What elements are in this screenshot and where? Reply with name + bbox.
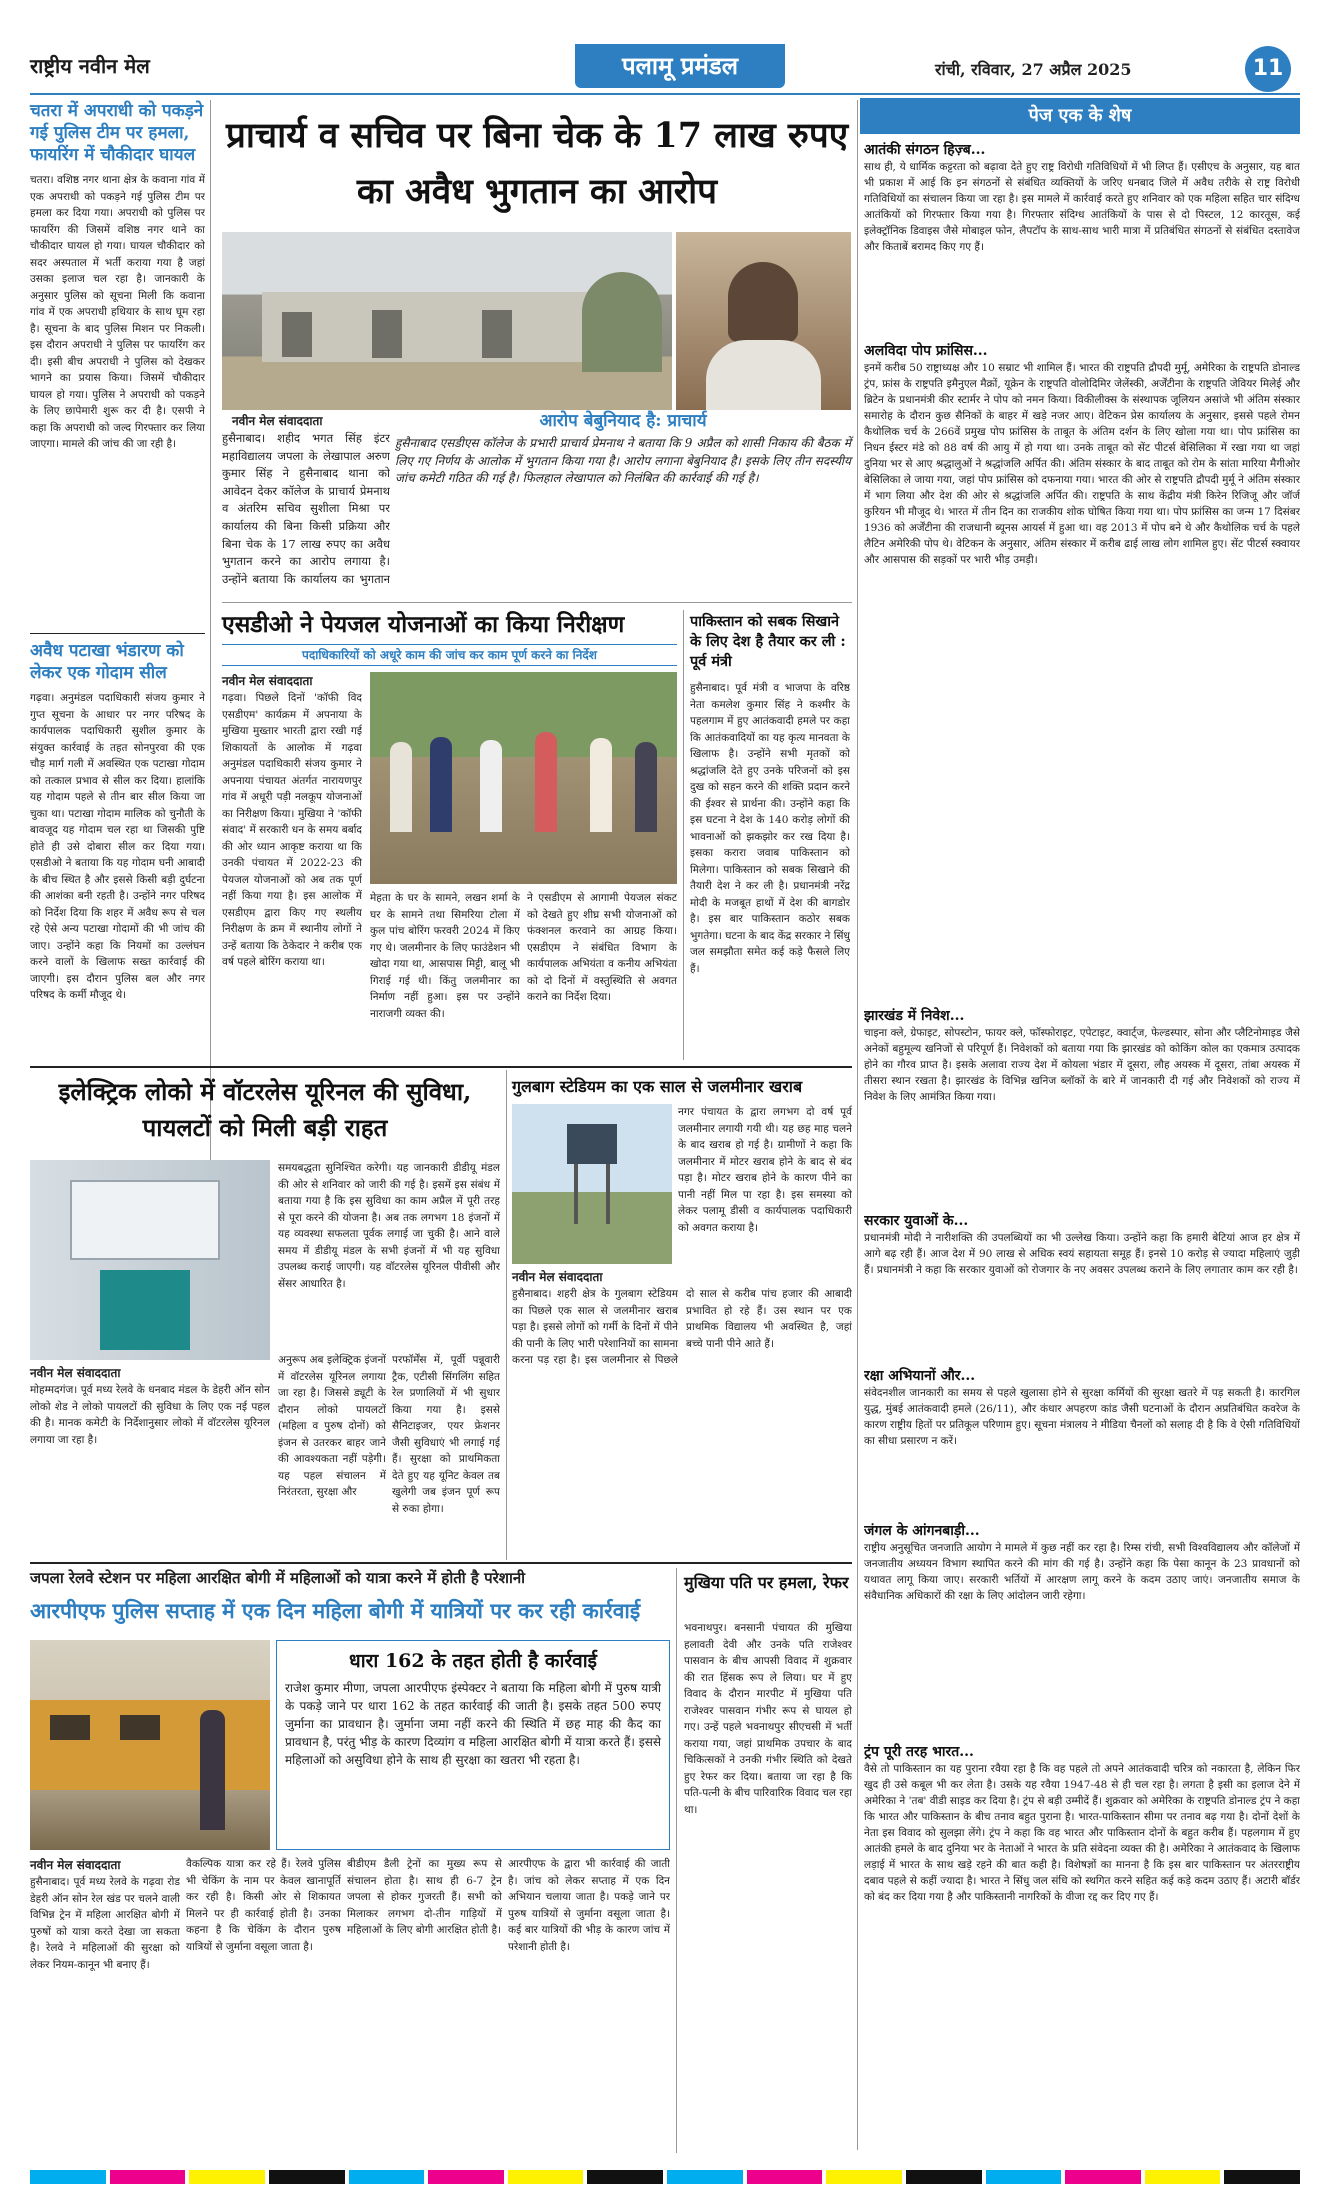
stadium-photo — [512, 1104, 672, 1264]
rpf-body-1: हुसैनाबाद। पूर्व मध्य रेलवे के गढ़वा रोड डेहरी ऑन सोन रेल खंड पर चलने वाली विभिन्न ट्रेन में महिला आरक्षित बोगी में पुरुषों को यात्रा करते देखा जा सकता है। रेलवे ने महिलाओं की सुरक्षा को लेकर नियम-कानून भी बनाए हैं। — [30, 1876, 180, 1971]
lead-caption-box — [395, 408, 851, 526]
col-divider-2 — [683, 610, 684, 1060]
loco-body-4: परफॉर्मेंस में, पूर्वी पन्नूवारी ट्रैक, एटीसी सिंगलिंग सहित रेल प्रणालियों में भी सुधार किया गया है। इससे सैनिटाइजर, एयर फ्रेशनर जैसी सुविधाएं भी लगाई गई हैं। सुरक्षा को प्राथमिकता देते हुए यह यूनिट केवल तब खुलेगी जब इंजन पूर्ण रूप से रुका होगा। — [392, 1354, 500, 1515]
masthead-date: रांची, रविवार, 27 अप्रैल 2025 — [935, 60, 1132, 79]
rpf-kicker: जपला रेलवे स्टेशन पर महिला आरक्षित बोगी में महिलाओं को यात्रा करने में होती है परेशानी — [30, 1569, 526, 1587]
right-section-tab — [860, 98, 1300, 134]
right-s4-body: प्रधानमंत्री मोदी ने नारीशक्ति की उपलब्धियों का भी उल्लेख किया। उन्होंने कहा कि हमारी बेटियां आज हर क्षेत्र में आगे बढ़ रही हैं। आज देश में 90 लाख से अधिक स्वयं सहायता समूह हैं। इनसे 10 करोड़ से ज्यादा महिलाएं जुड़ी हैं। प्रधानमंत्री ने कहा कि सरकार युवाओं को रोजगार के नए अवसर उपलब्ध कराने के लिए लगातार काम कर रही है। — [864, 1232, 1300, 1276]
lower-horizontal-rule — [30, 1562, 852, 1564]
right-section-title: पेज एक के शेष — [1028, 105, 1132, 126]
lead-divider — [222, 602, 852, 603]
lead-body-1: हुसैनाबाद। शहीद भगत सिंह इंटर महाविद्यालय जपला के लेखापाल अरुण कुमार सिंह ने हुसैनाबाद थाना को आवेदन देकर कॉलेज के प्राचार्य प्रेमनाथ व अंतरिम सचिव सुशीला मिश्रा पर कार्यालय की बिना किसी प्रक्रिया और बिना चेक के 17 लाख रुपए का अवैध भुगतान करने का आरोप लगाया है। उन्होंने बताया कि कार्यालय का भुगतान — [222, 431, 390, 586]
rpf-box-body: राजेश कुमार मीणा, जपला आरपीएफ इंस्पेक्टर ने बताया कि महिला बोगी में पुरुष यात्री के पकड़े जाने पर धारा 162 के तहत कार्रवाई की जाती है। इसके तहत 500 रुपए जुर्माना का प्रावधान है। जुर्माना जमा नहीं करने की स्थिति में छह माह की कैद का प्रावधान है, परंतु भीड़ के कारण दिव्यांग व महिला आरक्षित बोगी में यात्रा करते हैं। इससे महिलाओं को असुविधा होने के साथ ही सुरक्षा का खतरा भी रहता है। — [285, 1681, 661, 1767]
right-s6-heading: जंगल के आंगनबाड़ी... — [864, 1523, 980, 1539]
col-divider-1 — [210, 100, 211, 1180]
right-s3-body: चाइना क्ले, ग्रेफाइट, सोपस्टोन, फायर क्ले, फॉस्फोराइट, एपेटाइट, क्वार्ट्ज, फेल्डस्पार, सोना और प्लैटिनोमाइड जैसे अनेकों बहुमूल्य खनिजों से परिपूर्ण हैं। निवेशकों को बताया गया कि झारखंड को कोकिंग कोल का एकमात्र उत्पादक होने का गौरव प्राप्त है। इसके अलावा राज्य देश में कोयला भंडार में दूसरा, लौह अयस्क में दूसरा, तांबा अयस्क में तीसरा स्थान रखता है। झारखंड के विभिन्न खनिज ब्लॉकों के बारे में जानकारी दी गई और निवेशकों को राज्य में निवेश के लिए आमंत्रित किया गया। — [864, 1027, 1300, 1103]
sdo-body-2: मेहता के घर के सामने, लखन शर्मा के घर के सामने तथा सिमरिया टोला में कुल पांच बोरिंग फरवरी 2024 में किए गए थे। जलमीनार के लिए फाउंडेशन भी खोदा गया था, आसपास मिट्टी, बालू भी गिराई गई थी। किंतु जलमीनार का निर्माण नहीं हुआ। इस पर उन्होंने नाराजगी व्यक्त की। — [370, 892, 520, 1020]
color-registration-bar — [30, 2170, 1300, 2184]
right-s2-heading: अलविदा पोप फ्रांसिस... — [864, 343, 988, 359]
col-divider-3 — [506, 1070, 507, 1560]
sdo-subhead-bar — [222, 644, 677, 666]
stadium-headline: गुलबाग स्टेडियम का एक साल से जलमीनार खराब — [512, 1077, 803, 1096]
loco-body-3: अनुरूप अब इलेक्ट्रिक इंजनों में वॉटरलेस यूरिनल लगाया जा रहा है। जिससे ड्यूटी के दौरान लोको पायलटों (महिला व पुरुष दोनों) को इंजन से उतरकर बाहर जाने की आवश्यकता नहीं पड़ेगी। यह पहल संचालन में निरंतरता, सुरक्षा और — [278, 1354, 386, 1498]
stadium-byline: नवीन मेल संवाददाता — [512, 1270, 603, 1284]
loco-photo — [30, 1160, 270, 1360]
stadium-body-1: हुसैनाबाद। शहरी क्षेत्र के गुलबाग स्टेडियम का पिछले एक साल से जलमीनार खराब पड़ा है। इससे लोगों को गर्मी के दिनों में पीने की पानी के लिए भारी परेशानियों का सामना करना पड़ रहा है। इस जलमीनार से पिछले दो साल से करीब पांच हजार की आबादी प्रभावित हो रहे हैं। उस स्थान पर एक प्राथमिक विद्यालय भी अवस्थित है, जहां बच्चे पानी पीने आते हैं। — [512, 1288, 852, 1366]
chatra-body: चतरा। वशिष्ठ नगर थाना क्षेत्र के कवाना गांव में एक अपराधी को पकड़ने गई पुलिस टीम पर हमला कर दिया गया। अपराधी को पुलिस पर फायरिंग की जिसमें वशिष्ठ नगर थाने का चौकीदार घायल हो गया। घायल चौकीदार को सदर अस्पताल में भर्ती कराया गया है जहां उसका इलाज चल रहा है। जानकारी के अनुसार पुलिस को सूचना मिली कि कवाना गांव में एक अपराधी हथियार के साथ घूम रहा है। सूचना के बाद पुलिस मिशन पर निकली। इस दौरान अपराधी ने पुलिस पर फायरिंग कर दी। इसी बीच अपराधी ने पुलिस को देखकर भागने का प्रयास किया। जिसमें चौकीदार घायल हो गया। पुलिस ने अपराधी को पकड़ने के लिए छापेमारी शुरू कर दी है। एसपी ने कहा कि अपराधी को जल्द गिरफ्तार कर लिया जाएगा। मामले की जांच की जा रही है। — [30, 174, 205, 450]
mid-horizontal-rule — [30, 1066, 852, 1068]
sdo-subhead: पदाधिकारियों को अधूरे काम की जांच कर काम पूर्ण करने का निर्देश — [302, 648, 597, 662]
lead-photo-principal — [676, 232, 851, 410]
sdo-body-3: ने एसडीएम से आगामी पेयजल संकट को देखते हुए शीघ्र सभी योजनाओं को फंक्शनल करवाने का आग्रह किया। एसडीएम ने संबंधित विभाग के कार्यपालक अभियंता व कनीय अभियंता को दो दिनों में वस्तुस्थिति से अवगत कराने का निर्देश दिया। — [527, 892, 677, 1003]
rpf-headline: आरपीएफ पुलिस सप्ताह में एक दिन महिला बोगी में यात्रियों पर कर रही कार्रवाई — [30, 1598, 641, 1623]
mukhiya-headline: मुखिया पति पर हमला, रेफर — [684, 1573, 849, 1592]
rpf-body-3: बीडीएम डैली ट्रेनों का मुख्य रूप से संचालन होता है। साथ ही 6-7 ट्रेन जपला से होकर गुजरती हैं। सभी को मिलाकर लगभग दो-तीन गाड़ियों में महिलाओं के लिए बोगी आरक्षित होती है। — [347, 1858, 502, 1936]
masthead-rule — [30, 93, 1300, 95]
col-divider-4 — [676, 1568, 677, 2153]
right-s1-heading: आतंकी संगठन हिज़्ब... — [864, 142, 986, 158]
loco-byline: नवीन मेल संवाददाता — [30, 1366, 121, 1380]
right-s3-heading: झारखंड में निवेश... — [864, 1008, 965, 1024]
masthead-logo: राष्ट्रीय नवीन मेल — [30, 54, 150, 78]
godown-headline: अवैध पटाखा भंडारण को लेकर एक गोदाम सील — [30, 641, 184, 683]
loco-headline: इलेक्ट्रिक लोको में वॉटरलेस यूरिनल की सुविधा, पायलटों को मिली बड़ी राहत — [58, 1077, 472, 1142]
right-s6-body: राष्ट्रीय अनुसूचित जनजाति आयोग ने मामले में कुछ नहीं कर रहा है। रिम्स रांची, सभी विश्वविद्यालय और कॉलेजों में जनजातीय अध्ययन विभाग स्थापित करने की मांग की गई है। उन्होंने कहा कि पेसा कानून के 23 प्रावधानों को यथावत लागू किया जाए। सरकारी भर्तियों में आरक्षण लागू करने के कदम उठाए जाएं। जनजातीय समाज के संवैधानिक अधिकारों की रक्षा के लिए आंदोलन जारी रहेगा। — [864, 1542, 1300, 1602]
right-s5-body: संवेदनशील जानकारी का समय से पहले खुलासा होने से सुरक्षा कर्मियों की सुरक्षा खतरे में पड़ सकती है। कारगिल युद्ध, मुंबई आतंकवादी हमले (26/11), और कंधार अपहरण कांड जैसी घटनाओं के दौरान अप्रतिबंधित कवरेज के कारण राष्ट्रीय हितों पर प्रतिकूल परिणाम हुए। सूचना मंत्रालय ने मीडिया चैनलों को सलाह दी है कि वे ऐसी गतिविधियों का सीधा प्रसारण न करें। — [864, 1387, 1300, 1447]
page-number-badge: 11 — [1245, 46, 1291, 92]
right-s1-body: साथ ही, ये धार्मिक कट्टरता को बढ़ावा देते हुए राष्ट्र विरोधी गतिविधियों में भी लिप्त हैं। एसीएच के अनुसार, यह बात भी प्रकाश में आई कि इन संगठनों से संबंधित व्यक्तियों के जरिए धनबाद जिले में अवैध तरीके से राष्ट्र विरोधी गतिविधियों का संचालन किया जा रहा है। इस मामले में कार्रवाई करते हुए शनिवार को एक महिला सहित चार संदिग्ध आतंकियों को गिरफ्तार किया गया है। गिरफ्तार संदिग्ध आतंकियों के पास से दो पिस्टल, 12 कारतूस, कई इलेक्ट्रॉनिक डिवाइस जैसे मोबाइल फोन, लैपटॉप के साथ-साथ भारी मात्रा में प्रतिबंधित संगठनों से संबंधित दस्तावेज और किताबें बरामद किए गए हैं। — [864, 161, 1300, 253]
masthead-section-banner — [575, 44, 785, 88]
lead-photo-college — [222, 232, 672, 410]
left-divider — [30, 633, 205, 634]
pak-body: हुसैनाबाद। पूर्व मंत्री व भाजपा के वरिष्ठ नेता कमलेश कुमार सिंह ने कश्मीर के पहलगाम में हुए आतंकवादी हमले पर कहा कि आतंकवादियों का यह कृत्य मानवता के खिलाफ है। उन्होंने सभी मृतकों को श्रद्धांजलि देते हुए उनके परिजनों को इस दुख को सहन करने की शक्ति प्रदान करने की ईश्वर से प्रार्थना की। उन्होंने कहा कि इस घटना ने देश के 140 करोड़ लोगों की भावनाओं को झकझोर कर रख दिया है। इसका करारा जवाब पाकिस्तान को मिलेगा। पाकिस्तान को सबक सिखाने की तैयारी देश ने कर ली है। प्रधानमंत्री नरेंद्र मोदी के मजबूत हाथों में देश की बागडोर है। इस बार पाकिस्तान कठोर सबक भुगतेगा। घटना के बाद केंद्र सरकार ने सिंधु जल समझौता समेत कई कड़े फैसले लिए हैं। — [690, 682, 850, 975]
loco-body-1: मोहम्मदगंज। पूर्व मध्य रेलवे के धनबाद मंडल के डेहरी ऑन सोन लोको शेड ने लोको पायलटों की सुविधा के लिए एक नई पहल की है। मानक कमेटी के निर्देशानुसार लोको में वॉटरलेस यूरिनल लगाया जा रहा है। — [30, 1384, 270, 1446]
rpf-byline: नवीन मेल संवाददाता — [30, 1858, 121, 1872]
pak-headline: पाकिस्तान को सबक सिखाने के लिए देश है तैयार कर ली : पूर्व मंत्री — [690, 613, 846, 670]
lead-caption-heading: आरोप बेबुनियाद है: प्राचार्य — [539, 411, 707, 431]
sdo-photo — [370, 672, 677, 884]
right-s7-heading: ट्रंप पूरी तरह भारत... — [864, 1744, 974, 1760]
right-column — [864, 140, 1300, 2155]
sdo-byline: नवीन मेल संवाददाता — [222, 674, 313, 688]
right-s5-heading: रक्षा अभियानों और... — [864, 1368, 976, 1384]
sdo-headline: एसडीओ ने पेयजल योजनाओं का किया निरीक्षण — [222, 611, 625, 638]
col-divider-right — [857, 100, 858, 2150]
right-s7-body: वैसे तो पाकिस्तान का यह पुराना रवैया रहा है कि वह पहले तो अपने आतंकवादी चरित्र को नकारता है, लेकिन फिर खुद ही उसे कबूल भी कर लेता है। उसके यह रवैया 1947-48 से ही चल रहा है। लगता है इसी का इलाज देने में अमेरिका ने 'तब' वीडी साइड कर दिया है। ट्रंप से बड़ी उम्मीदें हैं। शुक्रवार को अमेरिका के राष्ट्रपति डोनाल्ड ट्रंप ने कहा कि भारत और पाकिस्तान के बीच तनाव बहुत पुराना है। भारत-पाकिस्तान सीमा पर तनाव बढ़ गया है। दोनों देशों के नेता इस विवाद को सुलझा लेंगे। ट्रंप ने कहा कि वह भारत और पाकिस्तान दोनों के बहुत करीब हैं। पहलगाम में हुए आतंकी हमले के बाद दुनिया भर के नेताओं ने भारत के प्रति संवेदना व्यक्त की है। अमेरिका ने आतंकवाद के खिलाफ लड़ाई में भारत के साथ खड़े रहने की बात कही है। विशेषज्ञों का मानना है कि इस बार पाकिस्तान पर अंतरराष्ट्रीय दबाव पहले से कहीं ज्यादा है। भारत ने सिंधु जल संधि को स्थगित करने सहित कई कड़े कदम उठाए हैं। अटारी बॉर्डर को बंद कर दिया गया है और पाकिस्तानी नागरिकों के वीजा रद्द कर दिए गए हैं। — [864, 1763, 1300, 1903]
masthead — [30, 44, 1300, 94]
left-column — [30, 100, 205, 1200]
right-s2-body: इनमें करीब 50 राष्ट्राध्यक्ष और 10 सम्राट भी शामिल हैं। भारत की राष्ट्रपति द्रौपदी मुर्मू, अमेरिका के राष्ट्रपति डोनाल्ड ट्रंप, फ्रांस के राष्ट्रपति इमैनुएल मैक्रों, यूक्रेन के राष्ट्रपति वोलोदिमिर जेलेंस्की, अर्जेंटीना के राष्ट्रपति जेवियर मिलेई और ब्रिटेन के प्रधानमंत्री कीर स्टार्मर ने पोप को नमन किया। विकीलीक्स के संस्थापक जूलियन असांजे भी अंतिम संस्कार समारोह के दौरान कुछ सैनिकों के बाहर में खड़े नजर आए। वेटिकन प्रेस कार्यालय के अनुसार, इससे पहले रोमन कैथोलिक चर्च के 266वें प्रमुख पोप फ्रांसिस के ताबूत के अंतिम दर्शन के लिए खोला गया था। पोप फ्रांसिस का निधन ईस्टर मंडे को 88 वर्ष की आयु में हो गया था। उनके ताबूत को सेंट पीटर्स बेसिलिका में रखा गया था जहां दुनिया भर से आए श्रद्धालुओं ने श्रद्धांजलि अर्पित की। अंतिम संस्कार के बाद ताबूत को रोम के सांता मारिया मैगीओर बेसिलिका ले जाया गया, जहां पोप फ्रांसिस को दफनाया गया। भारत की ओर से राष्ट्रपति द्रौपदी मुर्मू ने अंतिम संस्कार में भाग लिया और देश की ओर से श्रद्धांजलि अर्पित की। राष्ट्रपति के साथ केंद्रीय मंत्री किरेन रिजिजू और जॉर्ज कुरियन भी मौजूद थे। भारत में तीन दिन का राजकीय शोक घोषित किया गया था। पोप फ्रांसिस का जन्म 17 दिसंबर 1936 को अर्जेंटीना की राजधानी ब्यूनस आयर्स में हुआ था। वह 2013 में पोप बने थे और कैथोलिक चर्च के पहले लैटिन अमेरिकी पोप थे। वेटिकन के अनुसार, अंतिम संस्कार में करीब ढाई लाख लोग शामिल हुए। सेंट पीटर्स स्क्वायर और आसपास की सड़कों पर भारी भीड़ उमड़ी। — [864, 362, 1300, 566]
rpf-body-4: आरपीएफ के द्वारा भी कार्रवाई की जाती है। जांच को लेकर सप्ताह में एक दिन अभियान चलाया जाता है। पकड़े जाने पर पुरुष यात्रियों से जुर्माना वसूला जाता है। कई बार यात्रियों की भीड़ के कारण जांच में परेशानी होती है। — [508, 1858, 670, 1953]
masthead-section-title: पलामू प्रमंडल — [622, 51, 738, 80]
rpf-photo — [30, 1640, 270, 1850]
right-s4-heading: सरकार युवाओं के... — [864, 1213, 969, 1229]
lead-caption-text: हुसैनाबाद एसडीएस कॉलेज के प्रभारी प्राचार्य प्रेमनाथ ने बताया कि 9 अप्रैल को शासी निकाय की बैठक में लिए गए निर्णय के आलोक में भुगतान किया गया है। आरोप लगाना बेबुनियाद है। इसके लिए तीन सदस्यीय जांच कमेटी गठित की गई है। फिलहाल लेखापाल को निलंबित की कार्रवाई की गई है। — [395, 436, 851, 485]
sdo-body-1: गढ़वा। पिछले दिनों 'कॉफी विद एसडीएम' कार्यक्रम में अपनाया के मुखिया मुख्तार भारती द्वारा रखी गई शिकायतों के आलोक में गढ़वा अनुमंडल पदाधिकारी संजय कुमार ने अपनाया पंचायत अंतर्गत नारायणपुर गांव में अधूरी पड़ी नलकूप योजनाओं का निरीक्षण किया। मुखिया ने 'कॉफी संवाद' में सरकारी धन के समय बर्बाद की ओर ध्यान आकृष्ट कराया था कि उनकी पंचायत में 2022-23 की पेयजल योजनाओं को अब तक पूर्ण नहीं किया गया है। इस आलोक में एसडीएम द्वारा किए गए स्थलीय निरीक्षण के क्रम में स्थानीय लोगों ने उन्हें बताया कि ठेकेदार ने करीब एक वर्ष पहले बोरिंग कराया था। — [222, 692, 362, 968]
lead-byline: नवीन मेल संवाददाता — [232, 414, 323, 428]
rpf-box-headline: धारा 162 के तहत होती है कार्रवाई — [349, 1650, 597, 1672]
godown-body: गढ़वा। अनुमंडल पदाधिकारी संजय कुमार ने गुप्त सूचना के आधार पर नगर परिषद के कार्यपालक पदाधिकारी सुशील कुमार के संयुक्त कार्रवाई के तहत सोनपुरवा की एक चौड़ मार्ग गली में अवस्थित एक पटाखा गोदाम को तत्काल प्रभाव से सील कर दिया। हालांकि यह गोदाम पहले से तीन बार सील किया जा चुका था। पटाखा गोदाम मालिक को चुनौती के बावजूद यह गोदाम चल रहा था जिसकी पुष्टि होते ही उसे दोबारा सील कर दिया गया। एसडीओ ने बताया कि यह गोदाम घनी आबादी के बीच स्थित है और इससे किसी बड़ी दुर्घटना की आशंका बनी रहती है। उन्होंने नगर परिषद को निर्देश दिया कि शहर में अवैध रूप से चल रहे ऐसे अन्य पटाखा गोदामों की भी जांच की जाए। उन्होंने कहा कि नियमों का उल्लंघन करने वालों के खिलाफ सख्त कार्रवाई की जाएगी। इस दौरान पुलिस बल और नगर परिषद के कर्मी मौजूद थे। — [30, 692, 205, 1001]
lead-headline: प्राचार्य व सचिव पर बिना चेक के 17 लाख रुपए का अवैध भुगतान का आरोप — [225, 115, 849, 212]
rpf-box — [276, 1640, 670, 1850]
chatra-headline: चतरा में अपराधी को पकड़ने गई पुलिस टीम पर हमला, फायरिंग में चौकीदार घायल — [30, 101, 204, 165]
stadium-body-2: नगर पंचायत के द्वारा लगभग दो वर्ष पूर्व जलमीनार लगायी गयी थी। यह छह माह चलने के बाद खराब हो गई है। ग्रामीणों ने कहा कि जलमीनार में मोटर खराब होने के बाद से बंद पड़ा है। मोटर खराब होने के कारण पीने का पानी नहीं मिल पा रहा है। इस समस्या को लेकर पलामू डीसी व कार्यपालक पदाधिकारी को अवगत कराया है। — [678, 1106, 852, 1234]
mukhiya-body: भवनाथपुर। बनसानी पंचायत की मुखिया हलावती देवी और उनके पति राजेश्वर पासवान के बीच आपसी विवाद में शुक्रवार की रात हिंसक रूप ले लिया। घर में हुए विवाद के दौरान मारपीट में मुखिया पति राजेश्वर पासवान गंभीर रूप से घायल हो गए। उन्हें पहले भवनाथपुर सीएचसी में भर्ती कराया गया, जहां प्राथमिक उपचार के बाद चिकित्सकों ने उनकी गंभीर स्थिति को देखते हुए रेफर कर दिया। बताया जा रहा है कि पति-पत्नी के बीच पारिवारिक विवाद चल रहा था। — [684, 1622, 852, 1816]
loco-body-2: समयबद्धता सुनिश्चित करेगी। यह जानकारी डीडीयू मंडल की ओर से शनिवार को जारी की गई है। इसमें इस संबंध में बताया गया है कि इस सुविधा का काम अप्रैल में पूरी तरह से पूरा करने की योजना है। अब तक लगभग 18 इंजनों में यह व्यवस्था सफलता पूर्वक लगाई जा चुकी है। आने वाले समय में डीडीयू मंडल के सभी इंजनों में भी यह सुविधा उपलब्ध कराई जाएगी। यह वॉटरलेस यूरिनल पीवीसी और सेंसर आधारित है। — [278, 1162, 500, 1290]
rpf-body-2: वैकल्पिक यात्रा कर रहे हैं। रेलवे पुलिस भी चेकिंग के नाम पर केवल खानापूर्ति कर रही है। किसी ओर से शिकायत मिलने पर ही कार्रवाई होती है। उनका कहना है कि चेकिंग के दौरान पुरुष यात्रियों से जुर्माना वसूला जाता है। — [186, 1858, 341, 1953]
